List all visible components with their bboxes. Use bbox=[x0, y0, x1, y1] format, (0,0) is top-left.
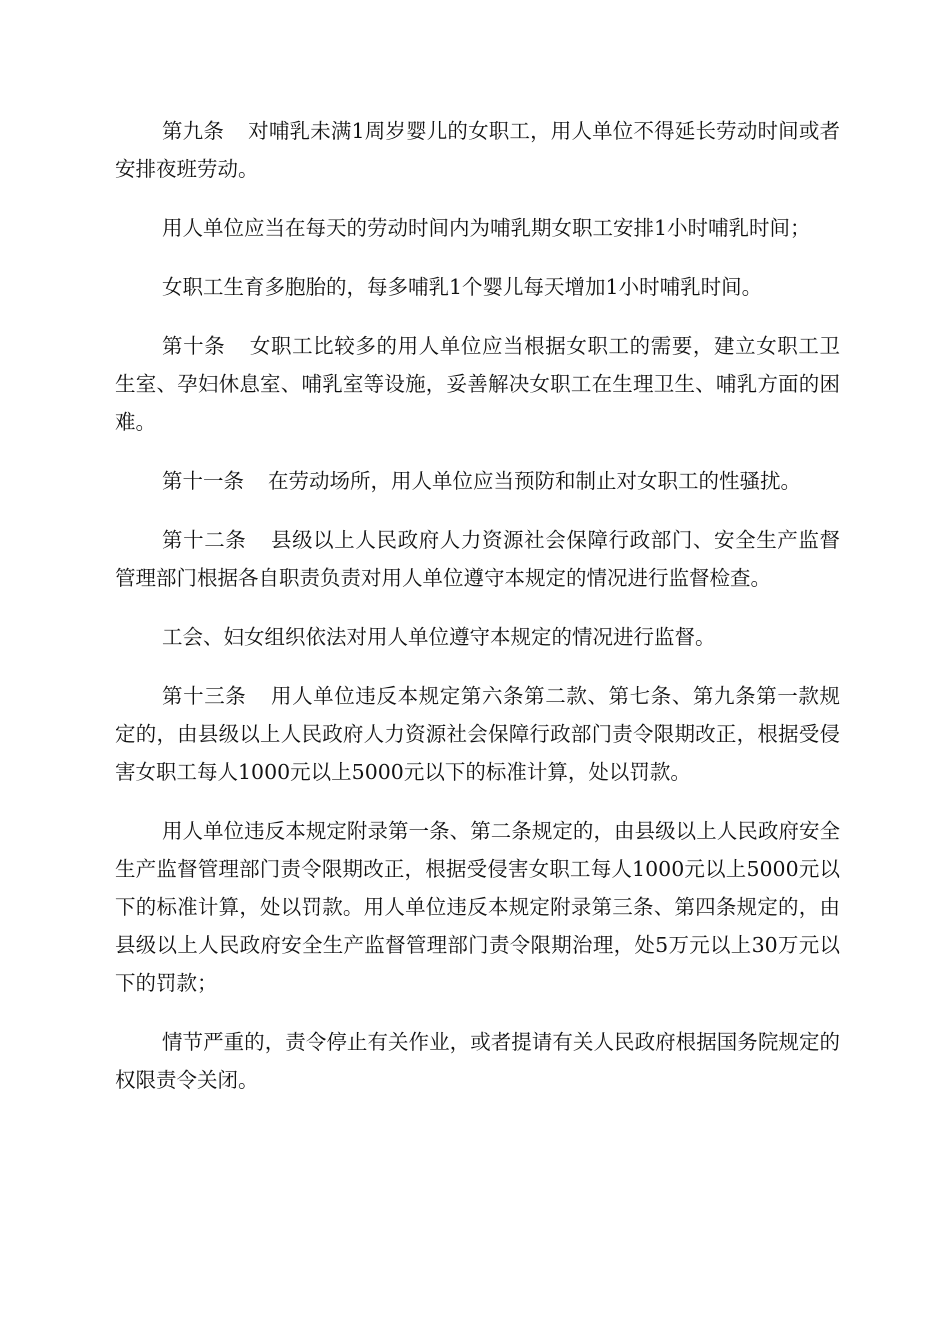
paragraph bbox=[115, 1023, 840, 1099]
paragraph-text: 县级以上人民政府人力资源社会保障行政部门、安全生产监督管理部门根据各自职责负责对用人单位遵守本规定的情况进行监督检查。 bbox=[115, 528, 841, 590]
paragraph-article-10 bbox=[115, 327, 840, 441]
paragraph bbox=[115, 812, 840, 1002]
paragraph-article-13 bbox=[115, 677, 840, 791]
paragraph-article-11 bbox=[115, 462, 840, 500]
article-number: 第十三条 bbox=[162, 684, 247, 708]
paragraph-text: 工会、妇女组织依法对用人单位遵守本规定的情况进行监督。 bbox=[162, 625, 716, 649]
paragraph bbox=[115, 268, 840, 306]
paragraph-text: 情节严重的，责令停止有关作业，或者提请有关人民政府根据国务院规定的权限责令关闭。 bbox=[115, 1030, 840, 1092]
document-body bbox=[115, 112, 840, 1120]
article-number: 第十一条 bbox=[162, 469, 244, 493]
paragraph-text: 女职工生育多胞胎的，每多哺乳1个婴儿每天增加1小时哺乳时间。 bbox=[162, 275, 763, 299]
paragraph-text: 在劳动场所，用人单位应当预防和制止对女职工的性骚扰。 bbox=[268, 469, 801, 493]
paragraph-article-9 bbox=[115, 112, 840, 188]
paragraph-article-12 bbox=[115, 521, 840, 597]
paragraph-text: 女职工比较多的用人单位应当根据女职工的需要，建立女职工卫生室、孕妇休息室、哺乳室等设施，妥善解决女职工在生理卫生、哺乳方面的困难。 bbox=[115, 334, 841, 434]
article-number: 第十条 bbox=[162, 334, 226, 358]
article-number: 第十二条 bbox=[162, 528, 247, 552]
paragraph bbox=[115, 618, 840, 656]
paragraph-text: 用人单位违反本规定附录第一条、第二条规定的，由县级以上人民政府安全生产监督管理部门责令限期改正，根据受侵害女职工每人1000元以上5000元以下的标准计算，处以罚款。用人单位违反本规定附录第三条、第四条规定的，由县级以上人民政府安全生产监督管理部门责令限期治理，处5万元以上30万元以下的罚款； bbox=[115, 819, 840, 995]
paragraph-text: 用人单位应当在每天的劳动时间内为哺乳期女职工安排1小时哺乳时间； bbox=[162, 216, 811, 240]
paragraph-text: 对哺乳未满1周岁婴儿的女职工，用人单位不得延长劳动时间或者安排夜班劳动。 bbox=[115, 119, 840, 181]
article-number: 第九条 bbox=[162, 119, 225, 143]
paragraph bbox=[115, 209, 840, 247]
paragraph-text: 用人单位违反本规定第六条第二款、第七条、第九条第一款规定的，由县级以上人民政府人力资源社会保障行政部门责令限期改正，根据受侵害女职工每人1000元以上5000元以下的标准计算，处以罚款。 bbox=[115, 684, 841, 784]
